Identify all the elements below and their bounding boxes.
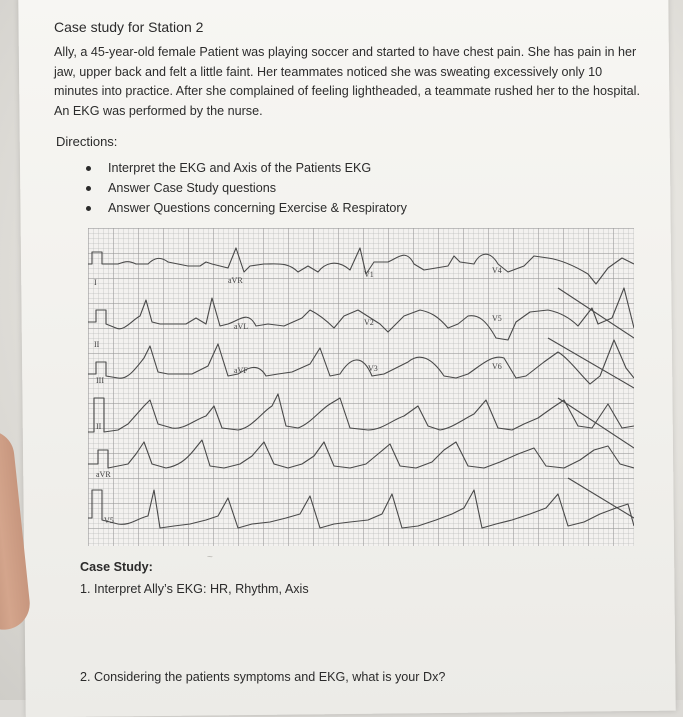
pencil-mark: ~ — [207, 552, 213, 563]
lead-label: V1 — [364, 270, 374, 279]
lead-label: V5 — [104, 516, 114, 525]
lead-label: V5 — [492, 314, 502, 323]
directions-list — [86, 158, 407, 218]
lead-label: aVR — [96, 470, 111, 479]
bullet-icon — [86, 186, 91, 191]
direction-item: Answer Case Study questions — [86, 178, 407, 198]
lead-label: V6 — [492, 362, 502, 371]
lead-label: V4 — [492, 266, 502, 275]
document-title: Case study for Station 2 — [54, 19, 204, 35]
lead-label: aVF — [234, 366, 248, 375]
lead-label: II — [94, 340, 100, 349]
ekg-tracing — [88, 228, 634, 546]
lead-label: aVL — [234, 322, 249, 331]
direction-item: Answer Questions concerning Exercise & Respiratory — [86, 198, 407, 218]
lead-label: III — [96, 376, 104, 385]
lead-label: I — [94, 278, 97, 287]
lead-label: V3 — [368, 364, 378, 373]
direction-item: Interpret the EKG and Axis of the Patients EKG — [86, 158, 407, 178]
directions-heading: Directions: — [56, 134, 118, 149]
case-paragraph: Ally, a 45-year-old female Patient was playing soccer and started to have chest pain. She has pain in her jaw, upper back and felt a little faint. Her teammates noticed she was sweating excessively only 10 minutes into practice. After she complained of feeling lightheaded, a teammate rushed her to the hospital. An EKG was performed by the nurse. — [54, 45, 640, 118]
ekg-strip — [88, 228, 634, 546]
bullet-icon — [86, 206, 91, 211]
lead-label: V2 — [364, 318, 374, 327]
question-2: 2. Considering the patients symptoms and EKG, what is your Dx? — [80, 670, 446, 684]
lead-label: aVR — [228, 276, 243, 285]
question-1: 1. Interpret Ally’s EKG: HR, Rhythm, Axis — [80, 582, 309, 596]
lead-label: II — [96, 422, 102, 431]
case-study-heading: Case Study: — [80, 560, 153, 574]
bullet-icon — [86, 166, 91, 171]
